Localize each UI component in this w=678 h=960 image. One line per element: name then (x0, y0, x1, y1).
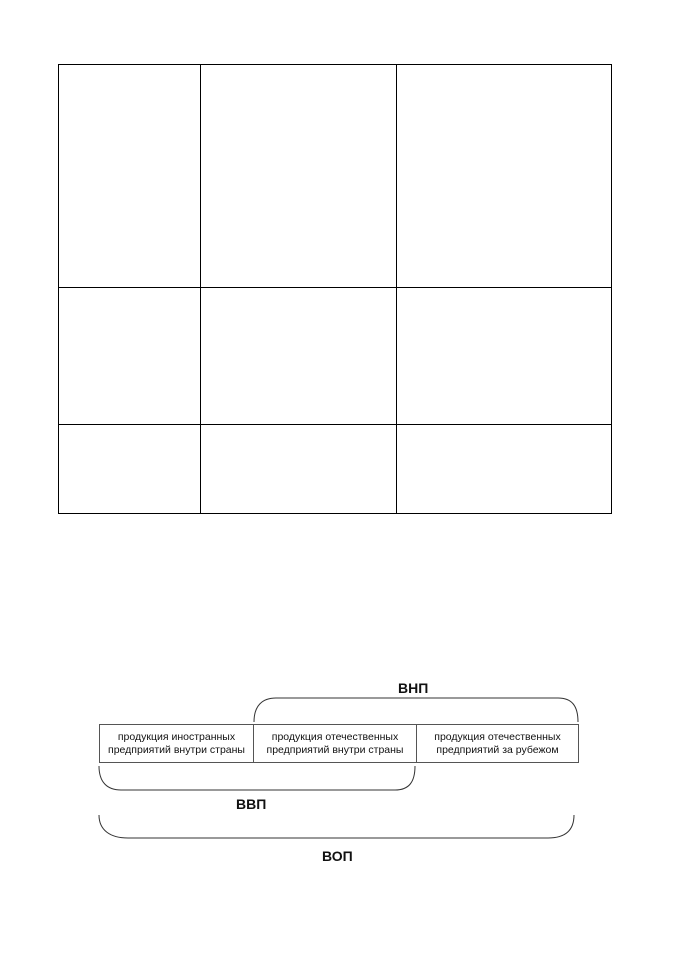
vop-brace (99, 815, 574, 838)
box-text: продукция отечественных предприятий за рубежом (434, 730, 561, 756)
national-abroad-box (416, 724, 579, 763)
foreign-domestic-box (99, 724, 254, 763)
vvp-brace (99, 766, 415, 790)
box-text: продукция отечественных предприятий внутри страны (266, 730, 404, 756)
vnp-label: ВНП (398, 680, 429, 696)
box-text: продукция иностранных предприятий внутри страны (108, 730, 245, 756)
vnp-brace (254, 698, 578, 722)
vop-label: ВОП (322, 848, 353, 864)
vvp-label: ВВП (236, 796, 267, 812)
national-domestic-box (253, 724, 417, 763)
